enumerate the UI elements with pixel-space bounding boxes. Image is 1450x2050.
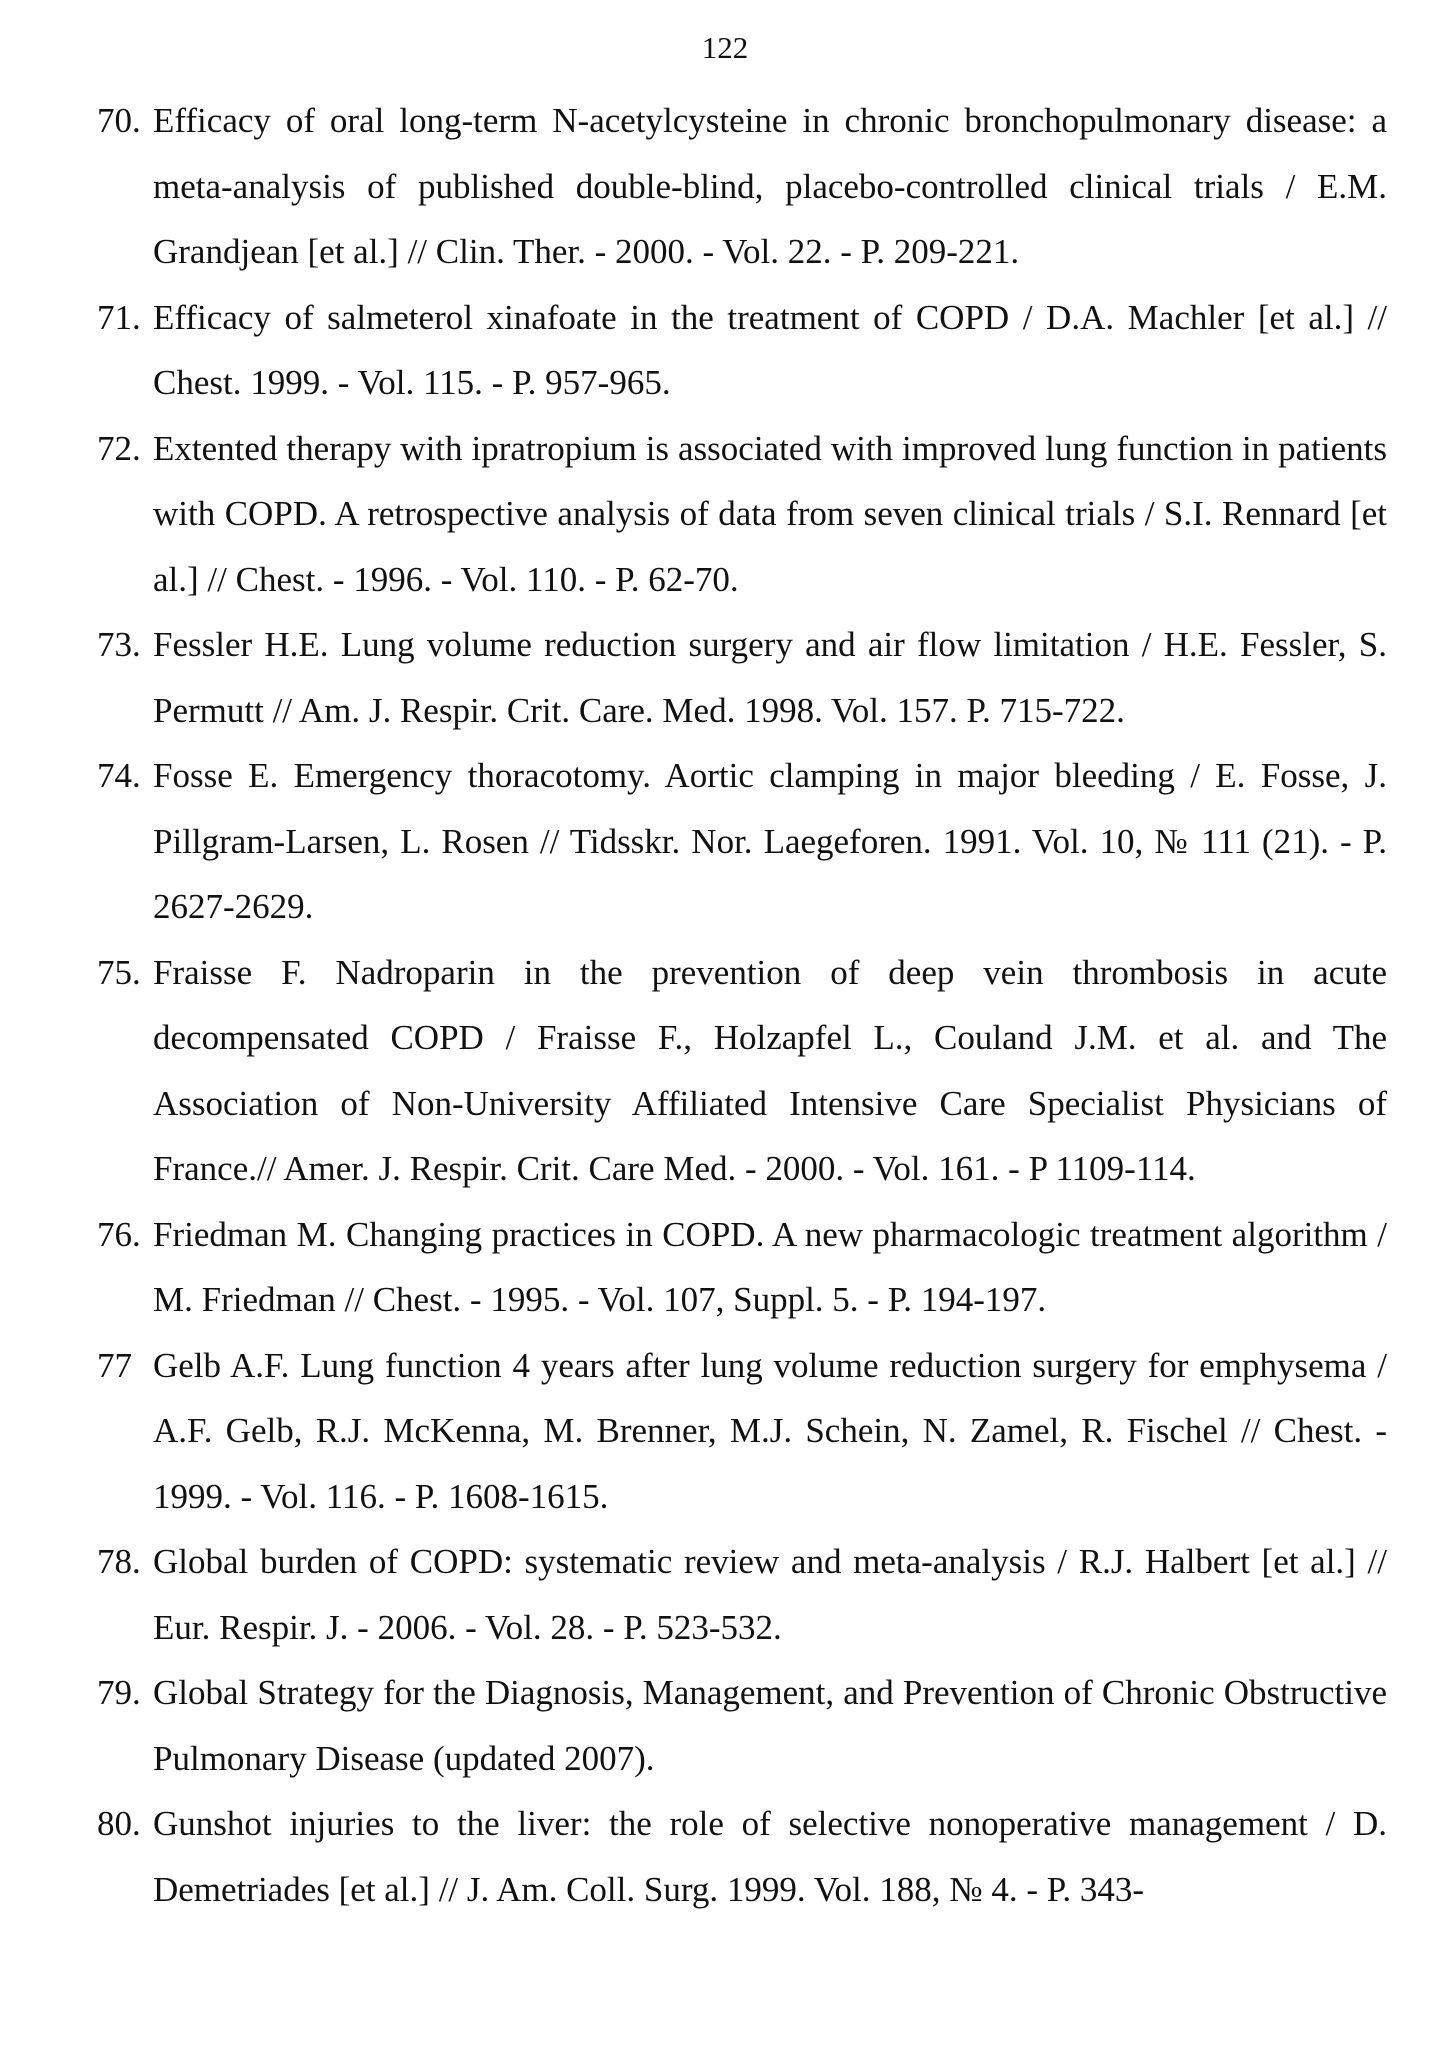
reference-item <box>97 416 1387 613</box>
reference-text: Global Strategy for the Diagnosis, Management, and Prevention of Chronic Obstructive Pulmonary Disease (updated 2007). <box>153 1673 1387 1778</box>
reference-item <box>97 940 1387 1202</box>
reference-number: 72. <box>97 428 141 468</box>
reference-number: 78. <box>97 1542 141 1581</box>
reference-number: 76. <box>97 1214 141 1254</box>
reference-number: 79. <box>97 1673 141 1712</box>
reference-number: 70. <box>97 101 141 140</box>
reference-number: 77 <box>97 1345 132 1385</box>
reference-text: Efficacy of oral long-term N-acetylcysteine in chronic bronchopulmonary disease: a meta-analysis of published double-blind, placebo-controlled clinical trials / E.M. Grandjean [et al.] // Clin. Ther. - 2000. - Vol. 22. - P. 209-221. <box>153 101 1387 271</box>
reference-item <box>97 1791 1387 1922</box>
reference-item <box>97 88 1387 285</box>
reference-text: Fraisse F. Nadroparin in the prevention of deep vein thrombosis in acute decompensated COPD / Fraisse F., Holzapfel L., Couland J.M. et al. and The Association of Non-University Affiliated Intensive Care Specialist Physicians of France.// Amer. J. Respir. Crit. Care Med. - 2000. - Vol. 161. - P 1109-114. <box>153 952 1387 1188</box>
reference-item <box>97 612 1387 743</box>
page-number: 122 <box>701 30 749 65</box>
reference-item <box>97 1333 1387 1530</box>
reference-item <box>97 743 1387 940</box>
reference-text: Efficacy of salmeterol xinafoate in the treatment of COPD / D.A. Machler [et al.] // Chest. 1999. - Vol. 115. - P. 957-965. <box>153 297 1387 402</box>
reference-text: Fosse E. Emergency thoracotomy. Aortic clamping in major bleeding / E. Fosse, J. Pillgram-Larsen, L. Rosen // Tidsskr. Nor. Laegeforen. 1991. Vol. 10, № 111 (21). - P. 2627-2629. <box>153 756 1387 926</box>
reference-text: Fessler H.E. Lung volume reduction surgery and air flow limitation / H.E. Fessler, S. Permutt // Am. J. Respir. Crit. Care. Med. 1998. Vol. 157. P. 715-722. <box>153 625 1387 730</box>
reference-number: 74. <box>97 756 141 795</box>
reference-text: Gelb A.F. Lung function 4 years after lung volume reduction surgery for emphysema / A.F. Gelb, R.J. McKenna, M. Brenner, M.J. Schein, N. Zamel, R. Fischel // Chest. - 1999. - Vol. 116. - P. 1608-1615. <box>153 1345 1387 1516</box>
reference-text: Extented therapy with ipratropium is associated with improved lung function in patients with COPD. A retrospective analysis of data from seven clinical trials / S.I. Rennard [et al.] // Chest. - 1996. - Vol. 110. - P. 62-70. <box>153 428 1387 599</box>
reference-text: Friedman M. Changing practices in COPD. A new pharmacologic treatment algorithm / M. Friedman // Chest. - 1995. - Vol. 107, Suppl. 5. - P. 194-197. <box>153 1214 1387 1319</box>
reference-item <box>97 285 1387 416</box>
reference-item <box>97 1529 1387 1660</box>
reference-number: 71. <box>97 297 141 337</box>
reference-number: 73. <box>97 625 141 664</box>
reference-list <box>97 88 1387 1922</box>
reference-number: 75. <box>97 952 141 992</box>
reference-text: Gunshot injuries to the liver: the role of selective nonoperative management / D. Demetriades [et al.] // J. Am. Coll. Surg. 1999. Vol. 188, № 4. - P. 343- <box>153 1804 1387 1909</box>
reference-number: 80. <box>97 1804 141 1843</box>
reference-item <box>97 1660 1387 1791</box>
reference-text: Global burden of COPD: systematic review and meta-analysis / R.J. Halbert [et al.] // Eur. Respir. J. - 2006. - Vol. 28. - P. 523-532. <box>153 1542 1387 1647</box>
reference-item <box>97 1202 1387 1333</box>
